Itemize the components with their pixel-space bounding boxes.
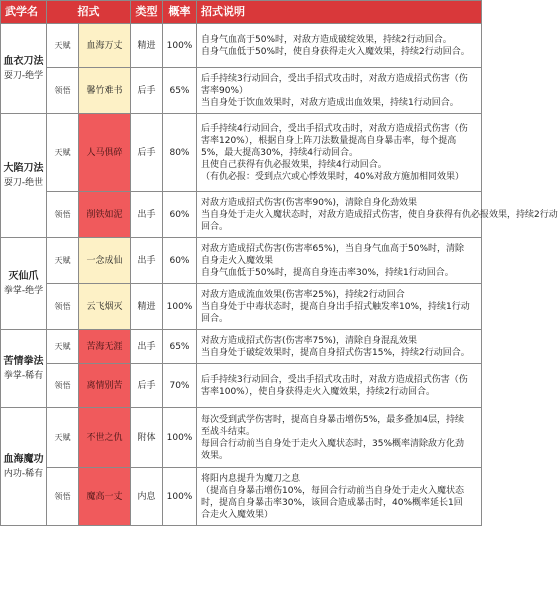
description-line: 自身气血低于50%时，使自身获得走火入魔效果，持续2行动回合。: [201, 46, 470, 57]
school-category: 拳掌-稀有: [3, 370, 44, 381]
description-line: 每回合行动前当自身处于走火入魔状态时，35%概率清除敌方化劲: [201, 438, 465, 449]
school-category: 耍刀-绝学: [3, 70, 44, 81]
skill-description: [197, 114, 482, 192]
skill-kind: 领悟: [47, 468, 79, 526]
skill-description: [197, 330, 482, 364]
skill-name: 人马俱碎: [79, 114, 131, 192]
skill-kind: 领悟: [47, 192, 79, 238]
skill-description: [197, 284, 482, 330]
skill-rate: 60%: [163, 238, 197, 284]
skill-rate: 80%: [163, 114, 197, 192]
skill-type: 后手: [131, 114, 163, 192]
description-line: 当自身处于破绽效果时，提高自身招式伤害15%，持续2行动回合。: [201, 347, 470, 358]
table-row: [1, 330, 482, 364]
school-cell: [1, 114, 47, 238]
description-line: 对敌方造成流血效果(伤害率25%)，持续2行动回合: [201, 289, 405, 300]
skill-description: [197, 408, 482, 468]
school-cell: [1, 408, 47, 526]
description-line: （有仇必报：受到点穴或心悸效果时，40%对敌方施加相同效果）: [201, 171, 465, 182]
table-row: [1, 68, 482, 114]
description-line: 效果。: [201, 450, 229, 461]
description-line: 5%，最大提高30%，持续4行动回合。: [201, 147, 359, 158]
skill-rate: 65%: [163, 68, 197, 114]
skill-name: 魔高一丈: [79, 468, 131, 526]
skill-name: 离情别苦: [79, 364, 131, 408]
header-type: 类型: [131, 1, 163, 24]
table-row: [1, 284, 482, 330]
skill-type: 出手: [131, 238, 163, 284]
skill-kind: 领悟: [47, 364, 79, 408]
skill-type: 后手: [131, 68, 163, 114]
description-line: 回合。: [201, 221, 229, 232]
table-row: [1, 364, 482, 408]
description-line: （提高自身暴击增伤10%，每回合行动前当自身处于走火入魔状态: [201, 485, 465, 496]
skill-type: 出手: [131, 330, 163, 364]
description-line: 时，提高自身暴击率30%，该回合造成暴击时，40%概率延长1回: [201, 497, 463, 508]
description-line: 自身气血低于50%时，提高自身连击率30%，持续1行动回合。: [201, 267, 454, 278]
skill-rate: 60%: [163, 192, 197, 238]
skill-name: 血海万丈: [79, 24, 131, 68]
skill-description: [197, 364, 482, 408]
description-line: 当自身处于中毒状态时，提高自身出手招式触发率10%，持续1行动: [201, 301, 470, 312]
skill-description: [197, 68, 482, 114]
description-line: 自身走火入魔效果: [201, 255, 274, 266]
school-category: 拳掌-绝学: [3, 285, 44, 296]
description-line: 害率120%），根据自身上阵刀法数量提高自身暴击率，每个提高: [201, 135, 457, 146]
description-line: 将阳内息提升为魔刀之息: [201, 473, 301, 484]
skill-rate: 65%: [163, 330, 197, 364]
skill-name: 云飞烟灭: [79, 284, 131, 330]
header-row: [1, 1, 482, 24]
description-line: 回合。: [201, 313, 229, 324]
description-line: 对敌方造成招式伤害(伤害率65%)，当自身气血高于50%时，清除: [201, 243, 465, 254]
skill-rate: 100%: [163, 468, 197, 526]
school-cell: [1, 238, 47, 330]
description-line: 害率100%），使自身获得走火入魔效果，持续2行动回合。: [201, 386, 435, 397]
skill-name: 馨竹难书: [79, 68, 131, 114]
school-name: 苦情拳法: [3, 355, 44, 367]
table-row: [1, 24, 482, 68]
skill-kind: 天赋: [47, 114, 79, 192]
description-line: 对敌方造成招式伤害(伤害率75%)，清除自身混乱效果: [201, 335, 418, 346]
table-row: [1, 408, 482, 468]
description-line: 至战斗结束。: [201, 426, 256, 437]
skill-description: [197, 468, 482, 526]
skill-type: 精进: [131, 284, 163, 330]
table-row: [1, 192, 482, 238]
header-school: 武学名: [1, 1, 47, 24]
skill-description: [197, 192, 558, 238]
skill-rate: 100%: [163, 24, 197, 68]
description-line: 对敌方造成招式伤害(伤害率90%)，清除自身化劲效果: [201, 197, 418, 208]
skill-kind: 领悟: [47, 284, 79, 330]
school-name: 血衣刀法: [3, 55, 44, 67]
description-line: 且使自己获得有仇必报效果，持续4行动回合。: [201, 159, 387, 170]
school-cell: [1, 24, 47, 114]
skill-type: 出手: [131, 192, 163, 238]
table-row: [1, 468, 482, 526]
description-line: 当自身处于饮血效果时，对敌方造成出血效果，持续1行动回合。: [201, 97, 459, 108]
description-line: 后手持续4行动回合，受出手招式攻击时，对敌方造成招式伤害（伤: [201, 123, 468, 134]
header-description: 招式说明: [197, 1, 482, 24]
skill-kind: 天赋: [47, 330, 79, 364]
table-row: [1, 238, 482, 284]
skill-name: 一念成仙: [79, 238, 131, 284]
skill-type: 附体: [131, 408, 163, 468]
skill-type: 精进: [131, 24, 163, 68]
skill-kind: 天赋: [47, 408, 79, 468]
table-row: [1, 114, 482, 192]
skill-rate: 100%: [163, 408, 197, 468]
school-name: 血海魔功: [3, 453, 44, 465]
description-line: 当自身处于走火入魔状态时，对敌方造成招式伤害，使自身获得有仇必报效果，持续2行动: [201, 209, 558, 220]
skill-type: 内息: [131, 468, 163, 526]
description-line: 后手持续3行动回合，受出手招式攻击时，对敌方造成招式伤害（伤: [201, 73, 468, 84]
header-skill: 招式: [47, 1, 131, 24]
description-line: 后手持续3行动回合，受出手招式攻击时，对敌方造成招式伤害（伤: [201, 374, 468, 385]
header-rate: 概率: [163, 1, 197, 24]
skill-type: 后手: [131, 364, 163, 408]
skill-kind: 天赋: [47, 238, 79, 284]
skill-description: [197, 24, 482, 68]
description-line: 害率90%）: [201, 85, 249, 96]
description-line: 每次受到武学伤害时，提高自身暴击增伤5%，最多叠加4层，持续: [201, 414, 465, 425]
school-name: 大陷刀法: [3, 162, 44, 174]
skill-name: 苦海无涯: [79, 330, 131, 364]
skill-description: [197, 238, 482, 284]
skill-name: 不世之仇: [79, 408, 131, 468]
school-name: 灭仙爪: [8, 270, 39, 282]
school-category: 内功-稀有: [3, 468, 44, 479]
skill-name: 削铁如泥: [79, 192, 131, 238]
skill-rate: 70%: [163, 364, 197, 408]
description-line: 自身气血高于50%时，对敌方造成破绽效果，持续2行动回合。: [201, 34, 452, 45]
skill-kind: 领悟: [47, 68, 79, 114]
skill-rate: 100%: [163, 284, 197, 330]
description-line: 合走火入魔效果）: [201, 509, 274, 520]
skill-kind: 天赋: [47, 24, 79, 68]
school-cell: [1, 330, 47, 408]
school-category: 耍刀-绝世: [3, 177, 44, 188]
